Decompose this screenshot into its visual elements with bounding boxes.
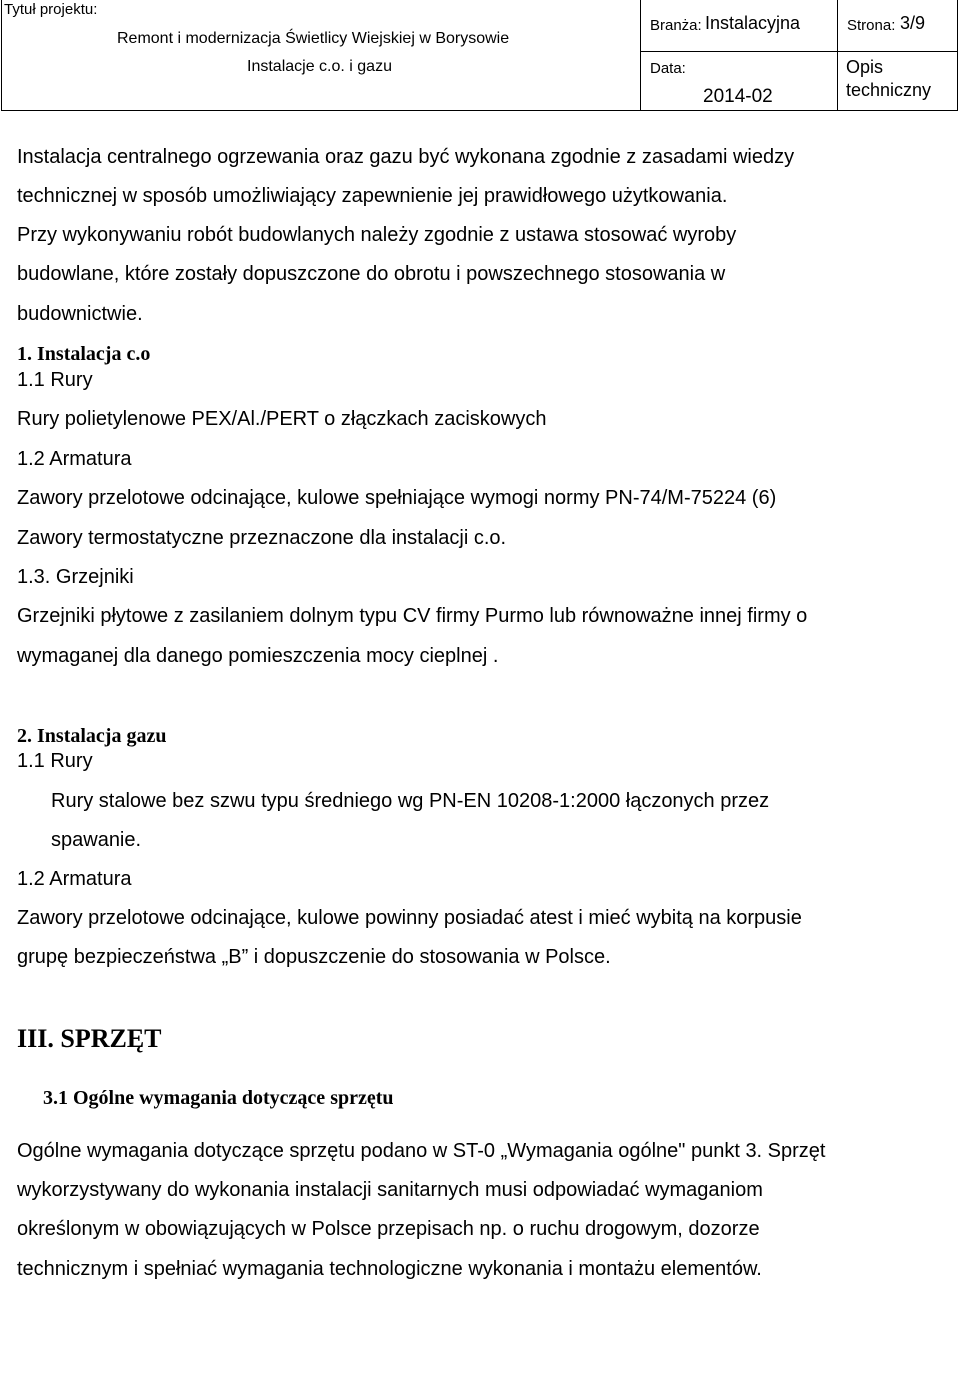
subsection-2-1-title: 1.1 Rury [17, 750, 93, 772]
intro-line-5: budownictwie. [17, 303, 143, 325]
page-number: 3/9 [900, 13, 926, 33]
date-value: 2014-02 [703, 86, 773, 107]
header-divider [640, 51, 957, 52]
intro-line-4: budowlane, które zostały dopuszczone do obrotu i powszechnego stosowania w [17, 263, 726, 285]
subsection-3-1-title: 3.1 Ogólne wymagania dotyczące sprzętu [43, 1087, 394, 1109]
subsection-1-3-title: 1.3. Grzejniki [17, 566, 134, 588]
subsection-2-1-text-2: spawanie. [51, 829, 142, 851]
subsection-1-3-text-1: Grzejniki płytowe z zasilaniem dolnym typu CV firmy Purmo lub równoważne innej firmy o [17, 605, 808, 627]
page-label: Strona: [847, 17, 896, 34]
date-label: Data: [650, 60, 686, 77]
doc-type-line1: Opis [846, 57, 884, 77]
section-1-title: 1. Instalacja c.o [17, 343, 151, 365]
section-2-title: 2. Instalacja gazu [17, 725, 167, 747]
project-label: Tytuł projektu: [4, 1, 98, 18]
doc-type-line2: techniczny [846, 80, 932, 100]
subsection-1-2-text-1: Zawory przelotowe odcinające, kulowe spełniające wymogi normy PN-74/M-75224 (6) [17, 487, 777, 509]
document-header [0, 0, 959, 111]
header-divider [837, 0, 838, 111]
subsection-3-1-text-3: określonym w obowiązujących w Polsce przepisach np. o ruchu drogowym, dozorze [17, 1218, 760, 1240]
header-divider [640, 0, 641, 111]
subsection-3-1-text-4: technicznym i spełniać wymagania technologiczne wykonania i montażu elementów. [17, 1258, 762, 1280]
subsection-2-2-text-1: Zawory przelotowe odcinające, kulowe powinny posiadać atest i mieć wybitą na korpusie [17, 907, 802, 929]
header-frame [1, 0, 958, 111]
project-subtitle: Instalacje c.o. i gazu [247, 58, 392, 75]
project-name: Remont i modernizacja Świetlicy Wiejskiej w Borysowie [117, 30, 510, 47]
subsection-1-2-text-2: Zawory termostatyczne przeznaczone dla instalacji c.o. [17, 527, 507, 549]
subsection-2-2-text-2: grupę bezpieczeństwa „B” i dopuszczenie do stosowania w Polsce. [17, 946, 611, 968]
intro-line-2: technicznej w sposób umożliwiający zapewnienie jej prawidłowego użytkowania. [17, 185, 728, 207]
intro-line-1: Instalacja centralnego ogrzewania oraz gazu być wykonana zgodnie z zasadami wiedzy [17, 146, 795, 168]
intro-line-3: Przy wykonywaniu robót budowlanych należy zgodnie z ustawa stosować wyroby [17, 224, 737, 246]
subsection-1-2-title: 1.2 Armatura [17, 448, 132, 470]
subsection-3-1-text-1: Ogólne wymagania dotyczące sprzętu podano w ST-0 „Wymagania ogólne" punkt 3. Sprzęt [17, 1140, 826, 1162]
branch-label: Branża: [650, 17, 702, 34]
subsection-3-1-text-2: wykorzystywany do wykonania instalacji sanitarnych musi odpowiadać wymaganiom [17, 1179, 763, 1201]
section-3-title: III. SPRZĘT [17, 1024, 162, 1053]
subsection-2-1-text-1: Rury stalowe bez szwu typu średniego wg PN-EN 10208-1:2000 łączonych przez [51, 790, 770, 812]
subsection-2-2-title: 1.2 Armatura [17, 868, 132, 890]
branch-value: Instalacyjna [705, 13, 801, 33]
subsection-1-3-text-2: wymaganej dla danego pomieszczenia mocy cieplnej . [17, 645, 499, 667]
subsection-1-1-title: 1.1 Rury [17, 369, 93, 391]
subsection-1-1-text: Rury polietylenowe PEX/Al./PERT o złączkach zaciskowych [17, 408, 547, 430]
